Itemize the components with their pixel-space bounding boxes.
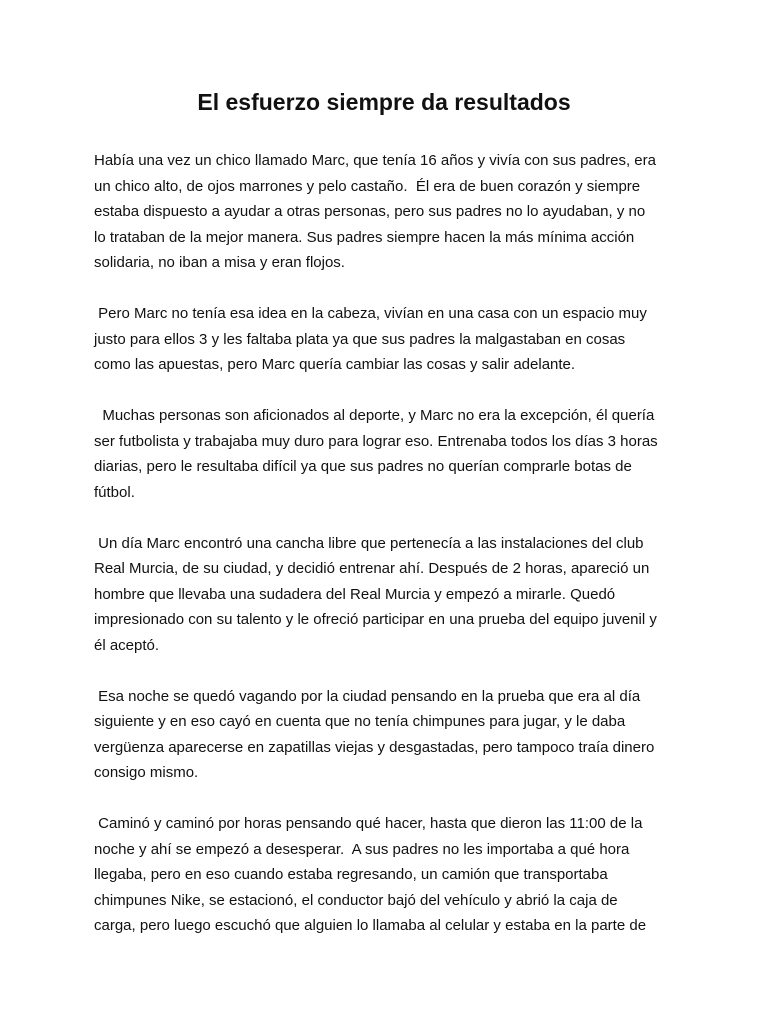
document-body <box>94 148 694 939</box>
text-line: solidaria, no iban a misa y eran flojos. <box>94 254 345 271</box>
text-line: impresionado con su talento y le ofreció participar en una prueba del equipo juvenil y <box>94 611 657 628</box>
text-line: estaba dispuesto a ayudar a otras personas, pero sus padres no lo ayudaban, y no <box>94 203 646 220</box>
text-line: Caminó y caminó por horas pensando qué hacer, hasta que dieron las 11:00 de la <box>94 815 643 832</box>
paragraph-2 <box>94 301 694 378</box>
text-line: siguiente y en eso cayó en cuenta que no tenía chimpunes para jugar, y le daba <box>94 713 626 730</box>
text-line: consigo mismo. <box>94 764 199 781</box>
paragraph-6 <box>94 811 694 939</box>
paragraph-3 <box>94 403 694 505</box>
paragraph-1 <box>94 148 694 276</box>
paragraph-gap <box>94 658 694 684</box>
text-line: como las apuestas, pero Marc quería cambiar las cosas y salir adelante. <box>94 356 576 373</box>
document-title: El esfuerzo siempre da resultados <box>197 89 571 115</box>
text-line: ser futbolista y trabajaba muy duro para lograr eso. Entrenaba todos los días 3 horas <box>94 432 658 450</box>
text-line: lo trataban de la mejor manera. Sus padres siempre hacen la más mínima acción <box>94 228 635 246</box>
text-line: Un día Marc encontró una cancha libre que pertenecía a las instalaciones del club <box>94 534 644 552</box>
paragraph-gap <box>94 505 694 531</box>
text-line: chimpunes Nike, se estacionó, el conductor bajó del vehículo y abrió la caja de <box>94 891 618 909</box>
text-line: Había una vez un chico llamado Marc, que tenía 16 años y vivía con sus padres, era <box>94 152 656 169</box>
paragraph-4 <box>94 531 694 659</box>
text-line: fútbol. <box>94 483 135 501</box>
paragraph-gap <box>94 786 694 812</box>
text-line: Pero Marc no tenía esa idea en la cabeza, vivían en una casa con un espacio muy <box>94 305 647 322</box>
paragraph-gap <box>94 378 694 404</box>
text-line: hombre que llevaba una sudadera del Real Murcia y empezó a mirarle. Quedó <box>94 585 616 603</box>
text-line: carga, pero luego escuchó que alguien lo llamaba al celular y estaba en la parte de <box>94 917 647 934</box>
text-line: Esa noche se quedó vagando por la ciudad pensando en la prueba que era al día <box>94 687 641 705</box>
text-line: Muchas personas son aficionados al deporte, y Marc no era la excepción, él quería <box>94 407 655 424</box>
text-line: Real Murcia, de su ciudad, y decidió entrenar ahí. Después de 2 horas, apareció un <box>94 560 650 577</box>
text-line: noche y ahí se empezó a desesperar. A sus padres no les importaba a qué hora <box>94 840 630 858</box>
text-line: él aceptó. <box>94 636 160 654</box>
paragraph-5 <box>94 684 694 786</box>
text-line: llegaba, pero en eso cuando estaba regresando, un camión que transportaba <box>94 866 608 883</box>
paragraph-gap <box>94 276 694 302</box>
text-line: un chico alto, de ojos marrones y pelo castaño. Él era de buen corazón y siempre <box>94 177 641 195</box>
text-line: vergüenza aparecerse en zapatillas viejas y desgastadas, pero tampoco traía dinero <box>94 738 655 756</box>
text-line: justo para ellos 3 y les faltaba plata ya que sus padres la malgastaban en cosas <box>94 330 626 348</box>
text-line: diarias, pero le resultaba difícil ya que sus padres no querían comprarle botas de <box>94 458 632 475</box>
